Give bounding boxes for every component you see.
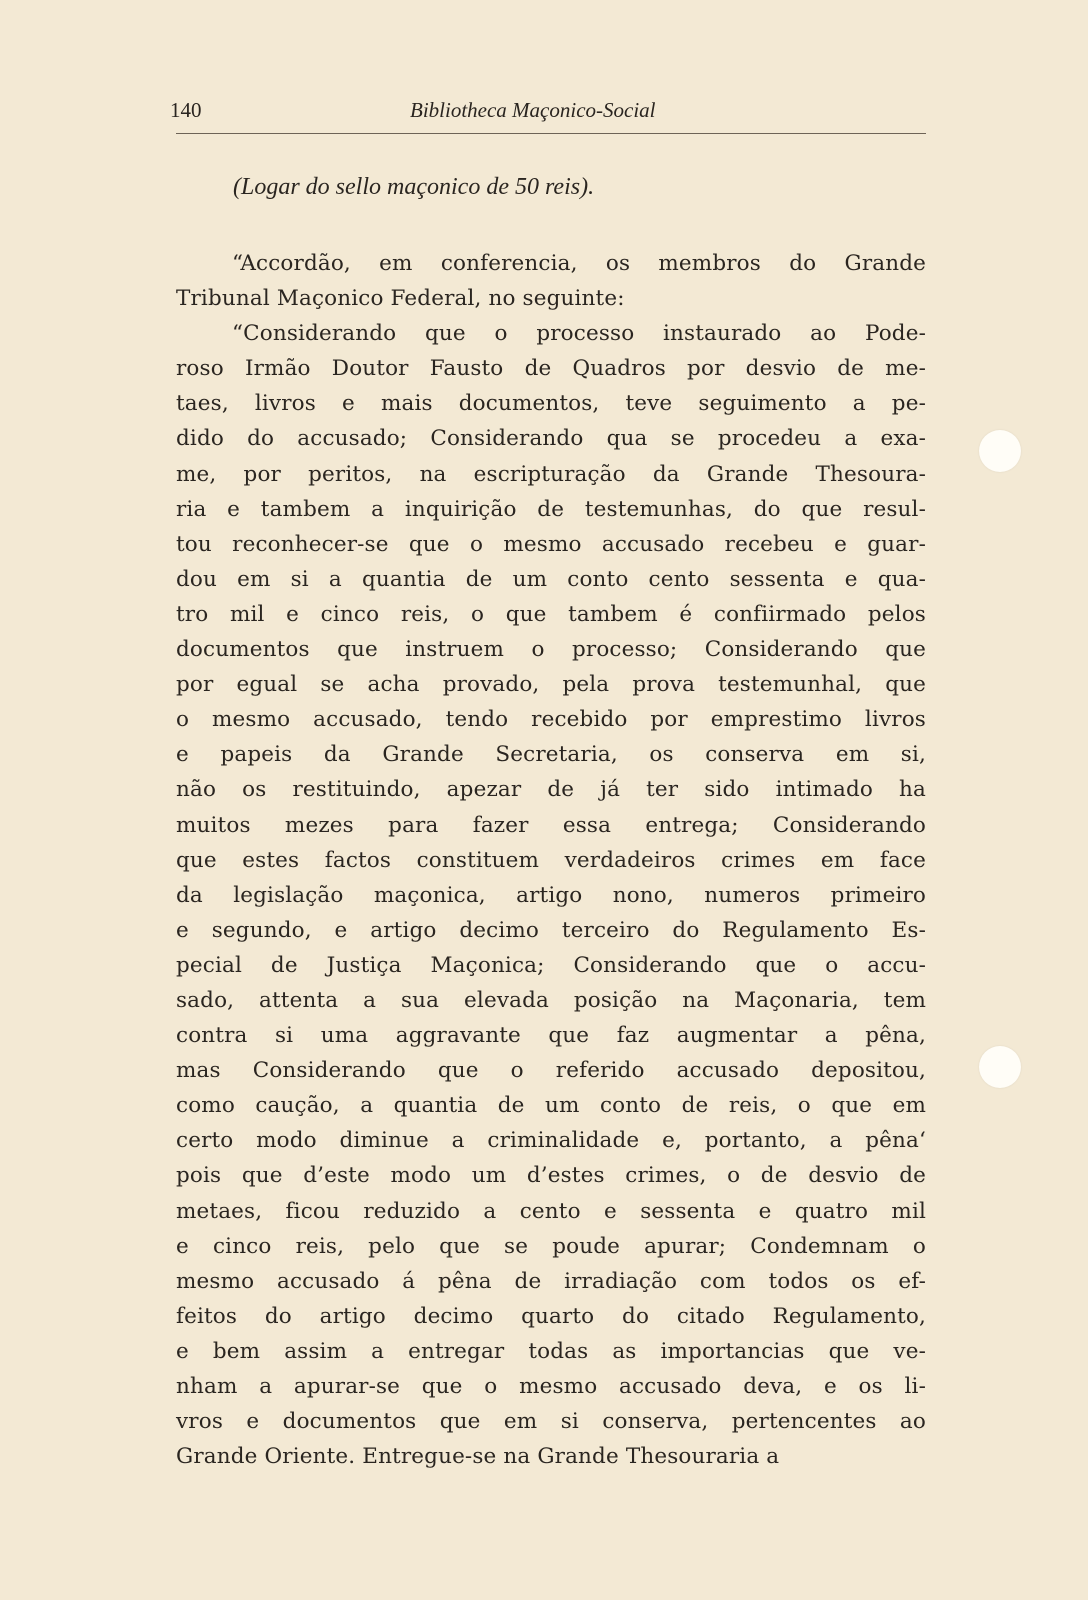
- text-line: por egual se acha provado, pela prova testemunhal, que: [176, 672, 926, 698]
- text-line: contra si uma aggravante que faz augmentar a pêna,: [176, 1023, 926, 1049]
- text-line: sado, attenta a sua elevada posição na Maçonaria, tem: [176, 987, 926, 1013]
- text-line: ria e tambem a inquirição de testemunhas, do que resul-: [176, 496, 926, 522]
- text-line: não os restituindo, apezar de já ter sido intimado ha: [176, 777, 926, 803]
- body-text: [176, 246, 926, 1474]
- text-line: dido do accusado; Considerando qua se procedeu a exa-: [176, 426, 926, 452]
- text-line: mas Considerando que o referido accusado depositou,: [176, 1058, 926, 1084]
- text-line: tou reconhecer-se que o mesmo accusado recebeu e guar-: [176, 531, 926, 557]
- text-line: pecial de Justiça Maçonica; Considerando que o accu-: [176, 952, 926, 978]
- text-line: “Considerando que o processo instaurado ao Pode-: [232, 321, 926, 347]
- text-line: me, por peritos, na escripturação da Grande Thesoura-: [176, 461, 926, 487]
- text-line: pois que d’este modo um d’estes crimes, o de desvio de: [176, 1163, 926, 1189]
- text-line: muitos mezes para fazer essa entrega; Considerando: [176, 812, 926, 838]
- text-line: documentos que instruem o processo; Considerando que: [176, 637, 926, 663]
- text-line: “Accordão, em conferencia, os membros do Grande: [232, 251, 926, 276]
- text-line: nham a apurar-se que o mesmo accusado deva, e os li-: [176, 1374, 926, 1399]
- text-line: certo modo diminue a criminalidade e, portanto, a pêna‘: [176, 1128, 926, 1154]
- text-line: o mesmo accusado, tendo recebido por emprestimo livros: [176, 707, 926, 733]
- text-line: e cinco reis, pelo que se poude apurar; Condemnam o: [176, 1233, 926, 1259]
- text-line: e papeis da Grande Secretaria, os conserva em si,: [176, 742, 926, 768]
- running-title: Bibliotheca Maçonico-Social: [410, 98, 656, 122]
- page-header: [170, 98, 930, 128]
- text-line: feitos do artigo decimo quarto do citado Regulamento,: [176, 1303, 926, 1329]
- text-line: taes, livros e mais documentos, teve seguimento a pe-: [176, 391, 926, 417]
- text-line: que estes factos constituem verdadeiros crimes em face: [176, 847, 926, 873]
- header-rule: [176, 133, 926, 134]
- text-line: mesmo accusado á pêna de irradiação com todos os ef-: [176, 1268, 926, 1294]
- text-line: e segundo, e artigo decimo terceiro do Regulamento Es-: [176, 917, 926, 943]
- text-line: metaes, ficou reduzido a cento e sessenta e quatro mil: [176, 1198, 926, 1224]
- text-line: tro mil e cinco reis, o que tambem é confiirmado pelos: [176, 601, 926, 627]
- seal-note: (Logar do sello maçonico de 50 reis).: [233, 174, 595, 200]
- text-line: roso Irmão Doutor Fausto de Quadros por desvio de me-: [176, 356, 926, 382]
- text-line: como caução, a quantia de um conto de reis, o que em: [176, 1093, 926, 1119]
- text-line: da legislação maçonica, artigo nono, numeros primeiro: [176, 882, 926, 908]
- text-line: Tribunal Maçonico Federal, no seguinte:: [176, 286, 625, 312]
- punch-hole: [979, 1046, 1021, 1088]
- text-line: e bem assim a entregar todas as importancias que ve-: [176, 1338, 926, 1364]
- text-line: vros e documentos que em si conserva, pertencentes ao: [176, 1409, 926, 1435]
- page-number: 140: [170, 98, 202, 122]
- text-line: Grande Oriente. Entregue-se na Grande Thesouraria a: [176, 1444, 780, 1470]
- text-line: dou em si a quantia de um conto cento sessenta e qua-: [176, 566, 926, 592]
- punch-hole: [979, 430, 1021, 472]
